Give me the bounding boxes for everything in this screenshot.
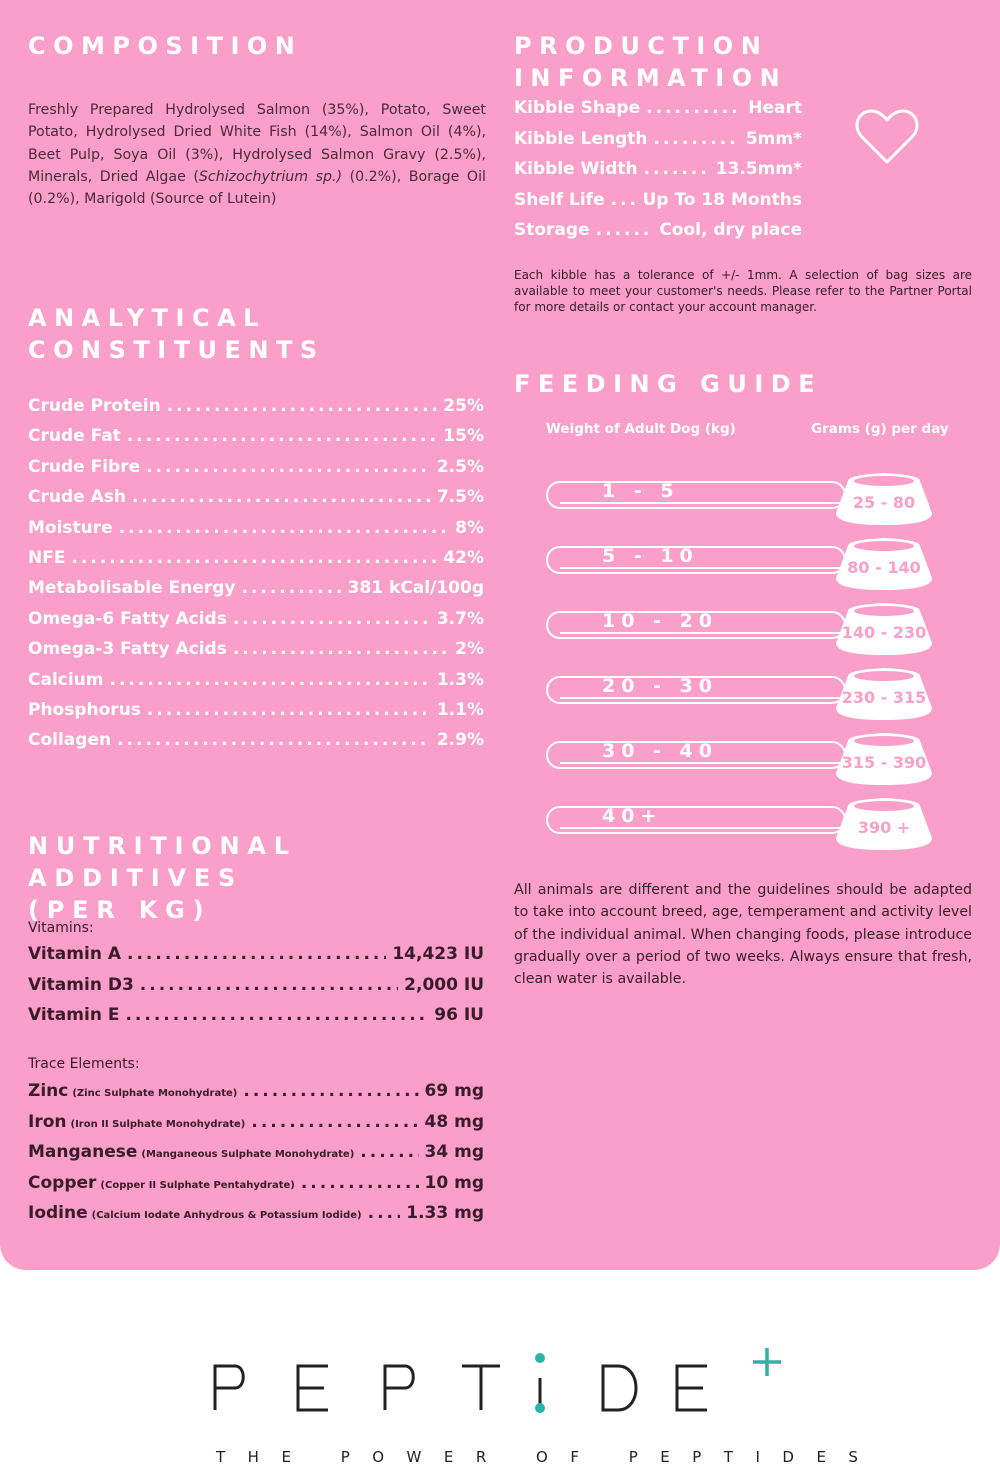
grams-value: 390 + — [857, 818, 911, 837]
feeding-row — [514, 727, 972, 797]
analytical-row: Crude Protein ..... 25% — [28, 396, 484, 426]
analytical-row: Omega-3 Fatty Acids ..... 2% — [28, 639, 484, 669]
analytical-row: Metabolisable Energy ..... 381 kCal/100g — [28, 578, 484, 608]
feeding-row — [514, 662, 972, 732]
vitamin-row: Vitamin E ..... 96 IU — [28, 1005, 484, 1036]
weight-pill — [546, 806, 846, 834]
vitamin-row: Vitamin A ..... 14,423 IU — [28, 944, 484, 975]
composition-text: Freshly Prepared Hydrolysed Salmon (35%), Potato, Sweet Potato, Hydrolysed Dried White Fish (14%), Salmon Oil (4%), Beet Pulp, Soya Oil (3%), Hydrolysed Salmon Gravy (2.5%), Minerals, Dried Algae (Schizochytrium sp.) (0.2%), Borage Oil (0.2%), Marigold (Source of Lutein) — [28, 102, 486, 208]
analytical-row: Crude Fat ..... 15% — [28, 426, 484, 456]
feeding-note: All animals are different and the guidelines should be adapted to take into account breed, age, temperament and activity level of the individual animal. When changing foods, please introduce gradually over a period of two weeks. Always ensure that fresh, clean water is available. — [514, 882, 972, 988]
weight-range: 20 - 30 — [602, 675, 718, 697]
feeding-row — [514, 792, 972, 862]
logo-dot-bottom — [535, 1403, 545, 1413]
analytical-heading: ANALYTICAL CONSTITUENTS — [28, 304, 325, 364]
heart-icon — [854, 108, 920, 166]
peptide-logo — [210, 1348, 790, 1428]
trace-row: Iron (Iron II Sulphate Monohydrate) ..... 48 mg — [28, 1112, 484, 1143]
production-list — [514, 98, 802, 251]
feeding-heading: FEEDING GUIDE — [514, 370, 823, 398]
trace-row: Manganese (Manganeous Sulphate Monohydrate) ..... 34 mg — [28, 1142, 484, 1173]
grams-value: 140 - 230 — [841, 623, 927, 642]
dot-divider — [28, 243, 488, 249]
trace-row: Iodine (Calcium Iodate Anhydrous & Potassium Iodide) ..... 1.33 mg — [28, 1203, 484, 1234]
weight-range: 30 - 40 — [602, 740, 718, 762]
logo-wordmark — [210, 1348, 790, 1428]
composition-italic: Schizochytrium sp.) — [198, 168, 343, 185]
analytical-row: Collagen ..... 2.9% — [28, 730, 484, 760]
production-note: Each kibble has a tolerance of +/- 1mm. A selection of bag sizes are available to meet your customer's needs. Please refer to the Partner Portal for more details or contact your account manager. — [514, 268, 972, 315]
dot-divider — [28, 776, 488, 782]
analytical-row: Calcium ..... 1.3% — [28, 670, 484, 700]
feeding-col-weight: Weight of Adult Dog (kg) — [546, 421, 736, 437]
trace-label: Trace Elements: — [28, 1056, 140, 1072]
grams-value: 25 - 80 — [852, 493, 916, 512]
trace-list — [28, 1081, 484, 1234]
composition-heading: COMPOSITION — [28, 32, 303, 60]
logo-dot-top — [535, 1353, 545, 1363]
grams-value: 315 - 390 — [841, 753, 927, 772]
weight-range: 10 - 20 — [602, 610, 718, 632]
analytical-row: Crude Fibre ..... 2.5% — [28, 457, 484, 487]
production-row: Kibble Length ..... 5mm* — [514, 129, 802, 160]
trace-row: Zinc (Zinc Sulphate Monohydrate) ..... 69 mg — [28, 1081, 484, 1112]
weight-pill — [546, 481, 846, 509]
feeding-row — [514, 532, 972, 602]
feeding-row — [514, 467, 972, 537]
grams-value: 230 - 315 — [841, 688, 927, 707]
production-row: Shelf Life ..... Up To 18 Months — [514, 190, 802, 221]
analytical-row: NFE ..... 42% — [28, 548, 484, 578]
tagline: THE POWER OF PEPTIDES — [216, 1448, 881, 1466]
production-row: Storage ..... Cool, dry place — [514, 220, 802, 251]
weight-range: 5 - 10 — [602, 545, 699, 567]
production-row: Kibble Shape ..... Heart — [514, 98, 802, 129]
feeding-col-grams: Grams (g) per day — [811, 421, 949, 437]
analytical-list — [28, 396, 484, 761]
vitamins-list — [28, 944, 484, 1036]
feeding-row — [514, 597, 972, 667]
trace-row: Copper (Copper II Sulphate Pentahydrate) ..... 10 mg — [28, 1173, 484, 1204]
production-heading: PRODUCTION INFORMATION — [514, 32, 788, 92]
analytical-row: Moisture ..... 8% — [28, 518, 484, 548]
weight-range: 40+ — [602, 805, 663, 827]
grams-value: 80 - 140 — [847, 558, 921, 577]
plus-icon — [753, 1348, 781, 1376]
analytical-row: Phosphorus ..... 1.1% — [28, 700, 484, 730]
analytical-row: Crude Ash ..... 7.5% — [28, 487, 484, 517]
vitamin-row: Vitamin D3 ..... 2,000 IU — [28, 975, 484, 1006]
weight-range: 1 - 5 — [602, 480, 680, 502]
additives-heading: NUTRITIONAL ADDITIVES (PER KG) — [28, 832, 297, 924]
vitamins-label: Vitamins: — [28, 920, 94, 936]
production-row: Kibble Width ..... 13.5mm* — [514, 159, 802, 190]
analytical-row: Omega-6 Fatty Acids ..... 3.7% — [28, 609, 484, 639]
